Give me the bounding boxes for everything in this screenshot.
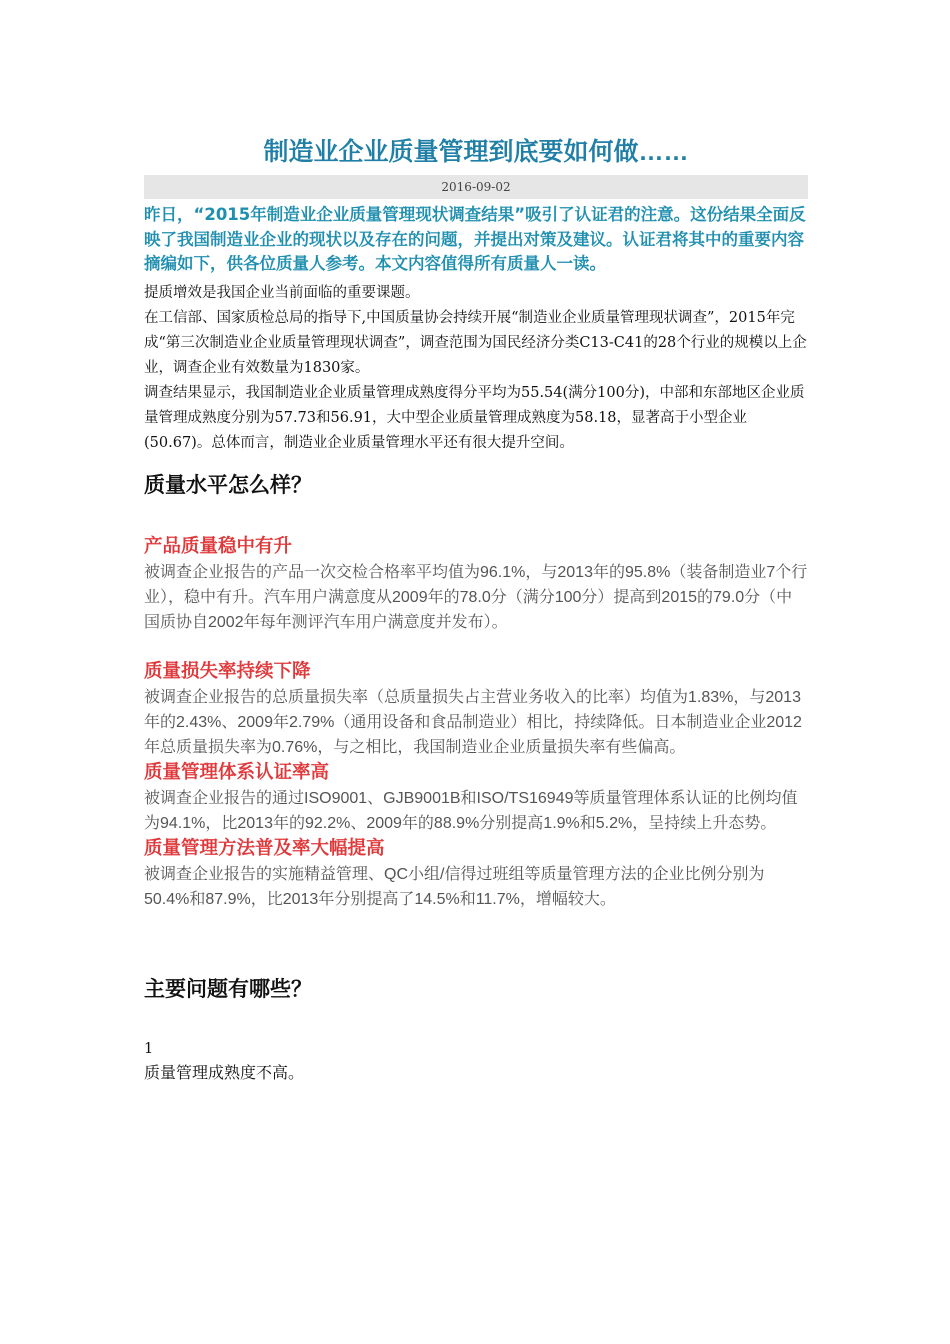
text-certification: 被调查企业报告的通过ISO9001、GJB9001B和ISO/TS16949等质量管理体系认证的比例均值为94.1%，比2013年的92.2%、2009年的88.9%分别提高1.9%和5.2%，呈持续上升态势。 xyxy=(144,789,798,832)
intro-paragraph: 昨日，“2015年制造业企业质量管理现状调查结果”吸引了认证君的注意。这份结果全面反映了我国制造业企业的现状以及存在的问题，并提出对策及建议。认证君将其中的重要内容摘编如下，供各位质量人参考。本文内容值得所有质量人一读。 xyxy=(144,205,806,273)
body-paragraph-3: 调查结果显示，我国制造业企业质量管理成熟度得分平均为55.54(满分100分)，中部和东部地区企业质量管理成熟度分别为57.73和56.91，大中型企业质量管理成熟度为58.18，显著高于小型企业(50.67)。总体而言，制造业企业质量管理水平还有很大提升空间。 xyxy=(144,384,805,451)
section-heading-quality-level: 质量水平怎么样？ xyxy=(144,471,312,497)
problem-text: 质量管理成熟度不高。 xyxy=(144,1062,305,1082)
problem-number: 1 xyxy=(144,1040,154,1057)
publish-date: 2016-09-02 xyxy=(144,175,808,199)
subheading-quality-loss: 质量损失率持续下降 xyxy=(144,660,311,682)
subheading-certification: 质量管理体系认证率高 xyxy=(144,761,330,783)
body-paragraph-1: 提质增效是我国企业当前面临的重要课题。 xyxy=(144,284,420,301)
text-quality-loss: 被调查企业报告的总质量损失率（总质量损失占主营业务收入的比率）均值为1.83%，与2013年的2.43%、2009年2.79%（通用设备和食品制造业）相比，持续降低。日本制造业企业2012年总质量损失率为0.76%，与之相比，我国制造业企业质量损失率有些偏高。 xyxy=(144,688,802,756)
article xyxy=(144,134,808,1085)
body-paragraph-2: 在工信部、国家质检总局的指导下,中国质量协会持续开展“制造业企业质量管理现状调查”，2015年完成“第三次制造业企业质量管理现状调查”，调查范围为国民经济分类C13-C41的28个行业的规模以上企业，调查企业有效数量为1830家。 xyxy=(144,309,807,376)
subheading-product-quality: 产品质量稳中有升 xyxy=(144,535,293,557)
article-title: 制造业企业质量管理到底要如何做…… xyxy=(263,138,689,166)
section-heading-main-problems: 主要问题有哪些？ xyxy=(144,975,312,1001)
subheading-methods: 质量管理方法普及率大幅提高 xyxy=(144,837,385,859)
text-methods: 被调查企业报告的实施精益管理、QC小组/信得过班组等质量管理方法的企业比例分别为50.4%和87.9%，比2013年分别提高了14.5%和11.7%，增幅较大。 xyxy=(144,865,765,908)
text-product-quality: 被调查企业报告的产品一次交检合格率平均值为96.1%，与2013年的95.8%（装备制造业7个行业），稳中有升。汽车用户满意度从2009年的78.0分（满分100分）提高到2015的79.0分（中国质协自2002年每年测评汽车用户满意度并发布）。 xyxy=(144,563,808,631)
